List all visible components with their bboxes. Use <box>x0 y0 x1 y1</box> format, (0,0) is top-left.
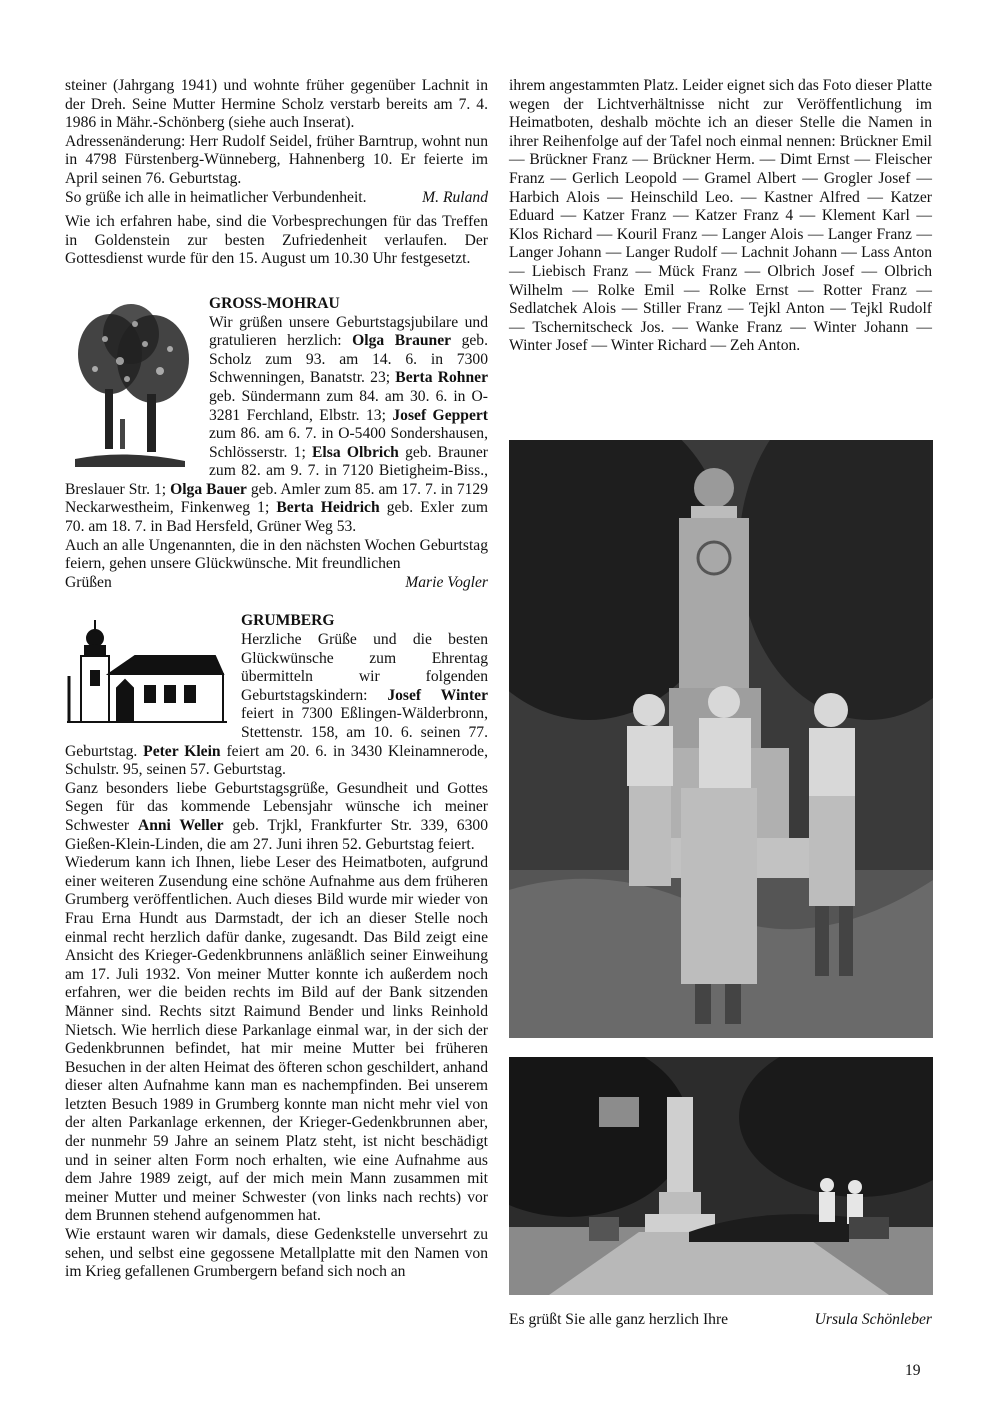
greeting-text: So grüße ich alle in heimatlicher Verbundenheit. <box>65 188 367 206</box>
right-column <box>509 77 932 356</box>
signature-line <box>65 574 488 593</box>
person-name: Berta Heidrich <box>276 499 380 517</box>
signature: Marie Vogler <box>405 573 488 591</box>
person-name: Josef Geppert <box>392 406 488 424</box>
person-name: Josef Winter <box>387 686 488 704</box>
paragraph-text: Ganz besonders liebe Geburtstagsgrüße, Gesundheit und Gottes Segen für das kommende Lebensjahr wünsche ich meiner Schwester <box>65 779 488 834</box>
tree-illustration <box>65 299 197 477</box>
paragraph: steiner (Jahrgang 1941) und wohnte früher gegenüber Lachnit in der Dreh. Seine Mutter Hermine Scholz verstarb bereits am 7. 4. 1986 in Mähr.-Schönberg (siehe auch Inserat). <box>65 77 488 132</box>
birthday-detail: geb. Brauner zum 82. am 9. 7. in 7120 Bietigheim-Biss., Breslauer Str. 1; <box>65 443 488 498</box>
person-name: Peter Klein <box>143 742 221 760</box>
greeting-text: Es grüßt Sie alle ganz herzlich Ihre <box>509 1311 729 1328</box>
birthday-detail: geb. Scholz zum 93. am 14. 6. in 7300 Schwenningen, Banatstr. 23; <box>209 332 489 387</box>
paragraph-text: geb. Trjkl, Frankfurter Str. 339, 6300 Gießen-Klein-Linden, die am 27. Juni ihren 52. Geburtstag feiert. <box>65 816 488 853</box>
left-column <box>65 77 488 1282</box>
birthday-detail: geb. Sündermann zum 84. am 30. 6. in O-3281 Ferchland, Elbstr. 13; <box>209 387 488 424</box>
person-name: Anni Weller <box>137 816 224 834</box>
birthday-detail: zum 86. am 6. 7. in O-5400 Sondershausen, Schlösserstr. 1; <box>209 425 488 461</box>
closing-line <box>509 1311 932 1329</box>
section-heading: GROSS-MOHRAU <box>209 294 340 312</box>
intro-text: Herzliche Grüße und die besten Glückwünsche zum Ehrentag übermitteln wir folgenden Geburtstagskindern: <box>241 631 488 704</box>
paragraph: Wiederum kann ich Ihnen, liebe Leser des Heimatboten, aufgrund einer weiteren Zusendung eine schöne Aufnahme aus dem früheren Grumberg veröffentlichen. Auch dieses Bild wurde mir wieder von Frau Erna Hundt aus Darmstadt, der ich an dieser Stelle noch einmal recht herzlich dafür danke, zugesandt. Das Bild zeigt eine Ansicht des Krieger-Gedenkbrunnens anläßlich seiner Einweihung am 17. Juli 1932. Von meiner Mutter konnte ich außerdem noch erfahren, wer die beiden rechts im Bild auf der Bank sitzenden Männer sind. Rechts sitzt Raimund Bender und links Reinhold Nietsch. Wie herrlich diese Parkanlage einmal war, in der sich der Gedenkbrunnen befindet, hat mir meine Mutter bei früheren Besuchen in der alten Heimat des öfteren schon geschildert, anhand dieser alten Aufnahme kann man es nachempfinden. Bei unserem letzten Besuch 1989 in Grumberg konnte man nicht mehr viel von der alten Parkanlage erkennen, der Krieger-Gedenkbrunnen aber, der nunmehr 59 Jahre an seinem Platz steht, ist nicht beschädigt und in seiner alten Form noch erhalten, wie eine Aufnahme aus dem Jahre 1989 zeigt, auf der mich mein Mann zusammen mit meiner Mutter und meiner Schwester (von links nach rechts) vor dem Brunnen stehend aufgenommen hat. <box>65 854 488 1225</box>
signature: M. Ruland <box>422 188 488 206</box>
intro-text: Wir grüßen unsere Geburtstagsjubilare und gratulieren herzlich: <box>209 313 488 350</box>
page-number: 19 <box>905 1362 921 1379</box>
signature-line <box>65 189 488 208</box>
memorial-photo-1932 <box>509 1057 933 1295</box>
birthday-detail: feiert in 7300 Eßlingen-Wälderbronn, Stettenstr. 158, am 10. 6. seinen 77. Geburtstag. <box>65 705 488 760</box>
section-heading: GRUMBERG <box>241 612 335 630</box>
signature: Ursula Schönleber <box>814 1311 932 1328</box>
birthday-detail: feiert am 20. 6. in 3430 Kleinamnerode, Schulstr. 95, seinen 57. Geburtstag. <box>65 742 488 779</box>
paragraph: Auch an alle Ungenannten, die in den nächsten Wochen Geburtstag feiern, gehen unsere Glückwünsche. Mit freundlichen <box>65 536 488 573</box>
section-grumberg <box>65 612 488 1281</box>
greeting-text: Grüßen <box>65 573 112 591</box>
person-name: Olga Bauer <box>170 480 247 498</box>
section-gross-mohrau <box>65 295 488 593</box>
paragraph: Adressenänderung: Herr Rudolf Seidel, früher Barntrup, wohnt nun in 4798 Fürstenberg-Wünneberg, Hahnenberg 10. Er feierte im April seinen 76. Geburtstag. <box>65 132 488 187</box>
person-name: Olga Brauner <box>352 332 452 350</box>
paragraph: Wie ich erfahren habe, sind die Vorbesprechungen für das Treffen in Goldenstein zur besten Zufriedenheit verlaufen. Der Gottesdienst wurde für den 15. August um 10.30 Uhr festgesetzt. <box>65 213 488 268</box>
paragraph: Wie erstaunt waren wir damals, diese Gedenkstelle unversehrt zu sehen, und selbst eine gegossene Metallplatte mit den Namen von im Krieg gefallenen Grumbergern befand sich noch an <box>65 1226 488 1281</box>
person-name: Elsa Olbrich <box>312 443 399 461</box>
person-name: Berta Rohner <box>395 369 488 387</box>
memorial-photo-1989 <box>509 440 933 1038</box>
birthday-detail: geb. Amler zum 85. am 17. 7. in 7129 Neckarwestheim, Finkenweg 1; <box>65 480 489 517</box>
paragraph: ihrem angestammten Platz. Leider eignet sich das Foto dieser Platte wegen der Lichtverhältnisse nicht zur Veröffentlichung im Heimatboten, deshalb möchte ich an dieser Stelle die Namen in ihrer Reihenfolge auf der Tafel noch einmal nennen: Brückner Emil — Brückner Franz — Brückner Herm. — Dimt Ernst — Fleischer Franz — Gerlich Leopold — Gramel Albert — Grogler Josef — Harbich Alois — Heinschild Leo. — Kastner Alfred — Katzer Eduard — Katzer Franz — Katzer Franz 4 — Klement Karl — Klos Richard — Kouril Franz — Langer Alois — Langer Franz — Langer Johann — Langer Rudolf — Lachnit Johann — Lass Anton — Liebisch Franz — Mück Franz — Olbrich Josef — Olbrich Wilhelm — Rolke Emil — Rolke Ernst — Rotter Franz — Sedlatchek Alois — Stiller Franz — Tejkl Anton — Tejkl Rudolf — Tschernitscheck Jos. — Wanke Franz — Winter Johann — Winter Josef — Winter Richard — Zeh Anton. <box>509 77 932 355</box>
paragraph <box>65 780 488 854</box>
church-illustration <box>65 616 229 734</box>
birthday-detail: geb. Exler zum 70. am 18. 7. in Bad Hersfeld, Grüner Weg 53. <box>65 499 488 536</box>
